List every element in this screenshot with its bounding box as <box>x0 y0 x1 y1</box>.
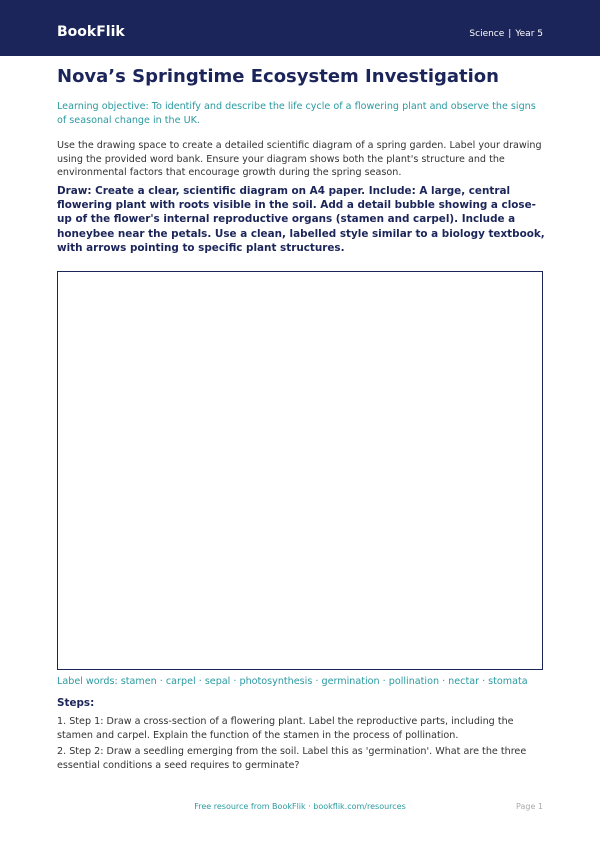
learning-objective: Learning objective: To identify and describe the life cycle of a flowering plant and observe the signs of seasonal change in the UK. <box>57 101 536 126</box>
steps-heading: Steps: <box>57 697 95 709</box>
intro-paragraph: Use the drawing space to create a detailed scientific diagram of a spring garden. Label your drawing using the provided word bank. Ensure your diagram shows both the plant's structure and the environmental factors that encourage growth during the spring season. <box>57 140 542 178</box>
drawing-area[interactable] <box>57 271 543 670</box>
steps-list <box>57 715 545 775</box>
footer-link[interactable]: Free resource from BookFlik · bookflik.com/resources <box>194 802 406 811</box>
page-title: Nova’s Springtime Ecosystem Investigation <box>57 66 499 87</box>
draw-instruction: Draw: Create a clear, scientific diagram on A4 paper. Include: A large, central flowering plant with roots visible in the soil. Add a detail bubble showing a close-up of the flower's internal reproductive organs (stamen and carpel). Include a honeybee near the petals. Use a clean, labelled style similar to a biology textbook, with arrows pointing to specific plant structures. <box>57 185 545 254</box>
brand-logo-text[interactable]: BookFlik <box>57 24 125 40</box>
page-number: Page 1 <box>516 802 543 811</box>
year-label: Year 5 <box>515 29 543 39</box>
header-bar <box>0 0 600 56</box>
step-item: 1. Step 1: Draw a cross-section of a flowering plant. Label the reproductive parts, including the stamen and carpel. Explain the function of the stamen in the process of pollination. <box>57 716 514 741</box>
subject-label: Science <box>469 29 505 39</box>
subject-year-label <box>469 28 543 40</box>
step-item: 2. Step 2: Draw a seedling emerging from the soil. Label this as 'germination'. What are the three essential conditions a seed requires to germinate? <box>57 746 527 771</box>
separator: | <box>508 29 512 39</box>
word-bank: Label words: stamen · carpel · sepal · photosynthesis · germination · pollination · nectar · stomata <box>57 676 528 687</box>
